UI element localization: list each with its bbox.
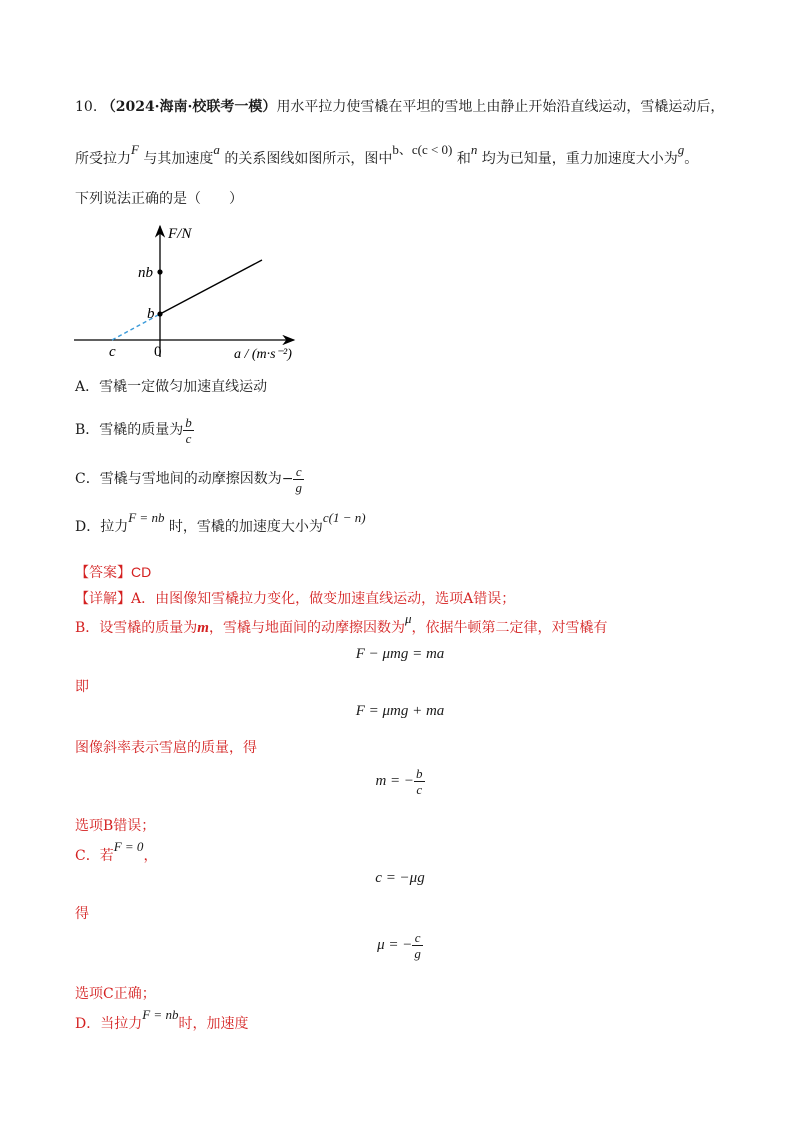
var-mu: μ	[404, 611, 412, 626]
explanation-A: A．由图像知雪橇拉力变化，做变加速直线运动，选项A错误；	[131, 591, 516, 607]
fraction-numerator: b	[185, 414, 192, 430]
question-line-1	[75, 96, 724, 118]
option-D	[75, 510, 366, 538]
equation-2: F = μmg + ma	[355, 703, 445, 719]
explanation-text: ，雪橇与地面间的动摩擦因数为	[208, 620, 405, 636]
explanation-slope: 图像斜率表示雪扈的质量，得	[75, 740, 257, 756]
option-D-text: 时，雪橇的加速度大小为	[168, 519, 323, 535]
stem-text: 。	[684, 151, 699, 167]
var-a: a	[213, 142, 220, 157]
stem-text: 和	[456, 151, 471, 167]
x-axis-label: a / (m·s⁻²)	[234, 347, 292, 362]
question-line-2	[75, 142, 699, 170]
fraction-numerator: b	[416, 766, 423, 781]
question-line-3: 下列说法正确的是（ ）	[75, 191, 243, 207]
equation-5	[0, 930, 800, 961]
equation-3-left: m = −	[375, 772, 415, 789]
option-C-fraction	[293, 464, 304, 495]
option-D-result: c(1 − n)	[322, 510, 366, 525]
explanation-text: C．若	[75, 848, 114, 864]
point-nb	[157, 269, 162, 274]
option-A: A．雪橇一定做匀加速直线运动	[75, 379, 268, 395]
label-origin: 0	[154, 344, 162, 360]
explanation-line-D	[75, 1007, 249, 1035]
answer-label: 【答案】	[75, 565, 131, 581]
label-c: c	[109, 344, 116, 360]
explanation-text: 时，加速度	[178, 1016, 249, 1032]
stem-text: 与其加速度	[143, 151, 214, 167]
equation-4: c = −μg	[375, 870, 425, 886]
label-nb: nb	[138, 265, 153, 281]
explanation-line-A	[75, 588, 515, 610]
question-stem-1: 用水平拉力使雪橇在平坦的雪地上由静止开始沿直线运动，雪橇运动后，	[276, 99, 725, 115]
force-line	[160, 260, 262, 314]
explanation-C-correct: 选项C正确；	[75, 986, 156, 1002]
explanation-label: 【详解】	[75, 591, 131, 607]
explanation-text: ，	[143, 848, 158, 864]
option-D-expr: F = nb	[128, 510, 165, 525]
fraction-numerator: c	[293, 464, 304, 480]
explanation-text: ，依据牛顿第二定律，对雪橇有	[411, 620, 608, 636]
explanation-B-wrong: 选项B错误；	[75, 818, 156, 834]
explanation-line-C	[75, 839, 158, 867]
var-bc: b、c(c < 0)	[392, 142, 453, 157]
equation-5-fraction	[412, 930, 423, 961]
option-B-fraction	[183, 415, 194, 446]
question-number: 10.	[75, 99, 98, 115]
explanation-text: D．当拉力	[75, 1016, 143, 1032]
fraction-denominator: c	[185, 430, 192, 446]
explanation-text: B．设雪橇的质量为	[75, 620, 198, 636]
explanation-line-B	[75, 611, 608, 639]
fraction-denominator: g	[295, 479, 302, 495]
equation-5-left: μ = −	[377, 936, 413, 953]
fraction-denominator: g	[414, 946, 421, 961]
answer-line	[75, 561, 151, 584]
expr-F-nb: F = nb	[142, 1007, 179, 1022]
option-C-text: C．雪橇与雪地间的动摩擦因数为	[75, 471, 282, 487]
label-b: b	[147, 306, 155, 322]
explanation-ji: 即	[75, 679, 89, 695]
var-m: m	[197, 620, 209, 636]
equation-1: F − μmg = ma	[355, 646, 445, 662]
minus-sign: −	[281, 471, 294, 487]
stem-text: 的关系图线如图所示，图中	[224, 151, 393, 167]
option-B	[75, 413, 194, 447]
option-D-text: D．拉力	[75, 519, 129, 535]
answer-value: CD	[131, 564, 152, 580]
stem-text: 所受拉力	[75, 151, 131, 167]
expr-F-zero: F = 0	[113, 839, 144, 854]
fraction-numerator: c	[412, 930, 423, 946]
question-source: （2024·海南·校联考一模）	[101, 99, 277, 115]
var-g: g	[677, 142, 685, 157]
fraction-denominator: c	[416, 782, 423, 797]
point-b	[157, 311, 162, 316]
equation-3-fraction	[414, 766, 425, 797]
var-n: n	[470, 142, 478, 157]
y-axis-label: F/N	[168, 226, 192, 242]
option-C	[75, 462, 304, 496]
explanation-de: 得	[75, 906, 89, 922]
var-F: F	[131, 142, 139, 157]
stem-text: 均为已知量，重力加速度大小为	[481, 151, 678, 167]
equation-3	[0, 766, 800, 797]
option-B-text: B．雪橇的质量为	[75, 422, 184, 438]
force-acceleration-graph	[72, 222, 312, 367]
